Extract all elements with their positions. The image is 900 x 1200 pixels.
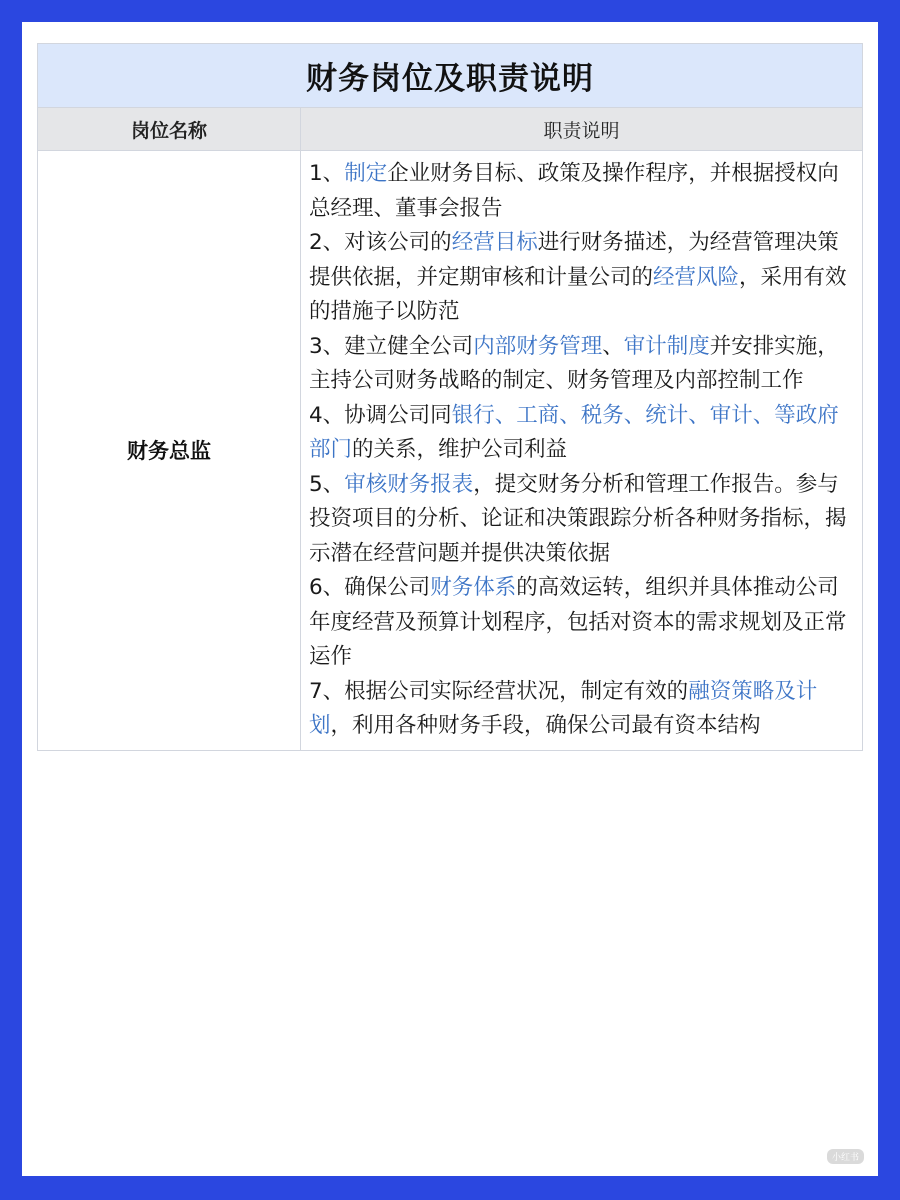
duty-keyword: 经营风险 [653, 264, 740, 290]
duty-text: ，利用各种财务手段，确保公司最有资本结构 [330, 713, 761, 738]
duty-text: 、 [602, 333, 624, 359]
duty-text: 7、根据公司实际经营状况，制定有效的 [309, 678, 689, 704]
duty-text: 的高效运转，组织并具体推动公司年度经营及预算计划程序，包括对资本的需求规划及正常运作 [309, 575, 847, 669]
duties-table [37, 43, 863, 751]
duty-keyword: 融资策略及计划 [309, 678, 818, 738]
duty-keyword: 银行、工商、税务、统计、审计、等政府部门 [309, 402, 839, 462]
table-row [38, 151, 862, 750]
duty-text: 进行财务描述，为经营管理决策提供依据，并定期审核和计量公司的 [309, 230, 839, 290]
duty-text: 4、协调公司同 [309, 402, 452, 428]
duty-text: 的关系，维护公司利益 [352, 437, 568, 462]
watermark-badge: 小红书 [827, 1149, 864, 1164]
duty-text: 企业财务目标、政策及操作程序，并根据授权向总经理、董事会报告 [309, 161, 839, 221]
duty-keyword: 内部财务管理 [473, 333, 603, 359]
duty-text: 1、 [309, 161, 345, 186]
duty-item-6 [309, 571, 850, 675]
duty-text: 2、对该公司的 [309, 230, 452, 255]
duty-item-7 [309, 675, 850, 744]
duty-description-cell [301, 151, 862, 750]
duty-item-5 [309, 468, 850, 572]
duty-item-1 [309, 157, 850, 226]
duty-text: 3、建立健全公司 [309, 333, 474, 359]
duty-text: 并安排实施，主持公司财务战略的制定、财务管理及内部控制工作 [309, 333, 839, 393]
duty-item-4 [309, 399, 850, 468]
duty-keyword: 制定 [344, 161, 388, 186]
duty-text: ，采用有效的措施子以防范 [309, 264, 847, 324]
position-name-cell: 财务总监 [38, 151, 301, 750]
table-header-row [38, 108, 862, 151]
table-title: 财务岗位及职责说明 [38, 44, 862, 108]
duty-keyword: 经营目标 [451, 230, 538, 255]
duty-item-2 [309, 226, 850, 330]
duty-text: 5、 [309, 471, 345, 497]
duty-keyword: 审核财务报表 [344, 471, 474, 497]
document-card [22, 22, 878, 1176]
duty-item-3 [309, 330, 850, 399]
header-duty-description: 职责说明 [543, 119, 620, 142]
duty-keyword: 审计制度 [623, 333, 710, 359]
duty-keyword: 财务体系 [430, 575, 517, 600]
duty-text: ，提交财务分析和管理工作报告。参与投资项目的分析、论证和决策跟踪分析各种财务指标，揭示潜在经营问题并提供决策依据 [309, 471, 847, 566]
duty-text: 6、确保公司 [309, 575, 431, 600]
header-position-name: 岗位名称 [38, 108, 301, 150]
